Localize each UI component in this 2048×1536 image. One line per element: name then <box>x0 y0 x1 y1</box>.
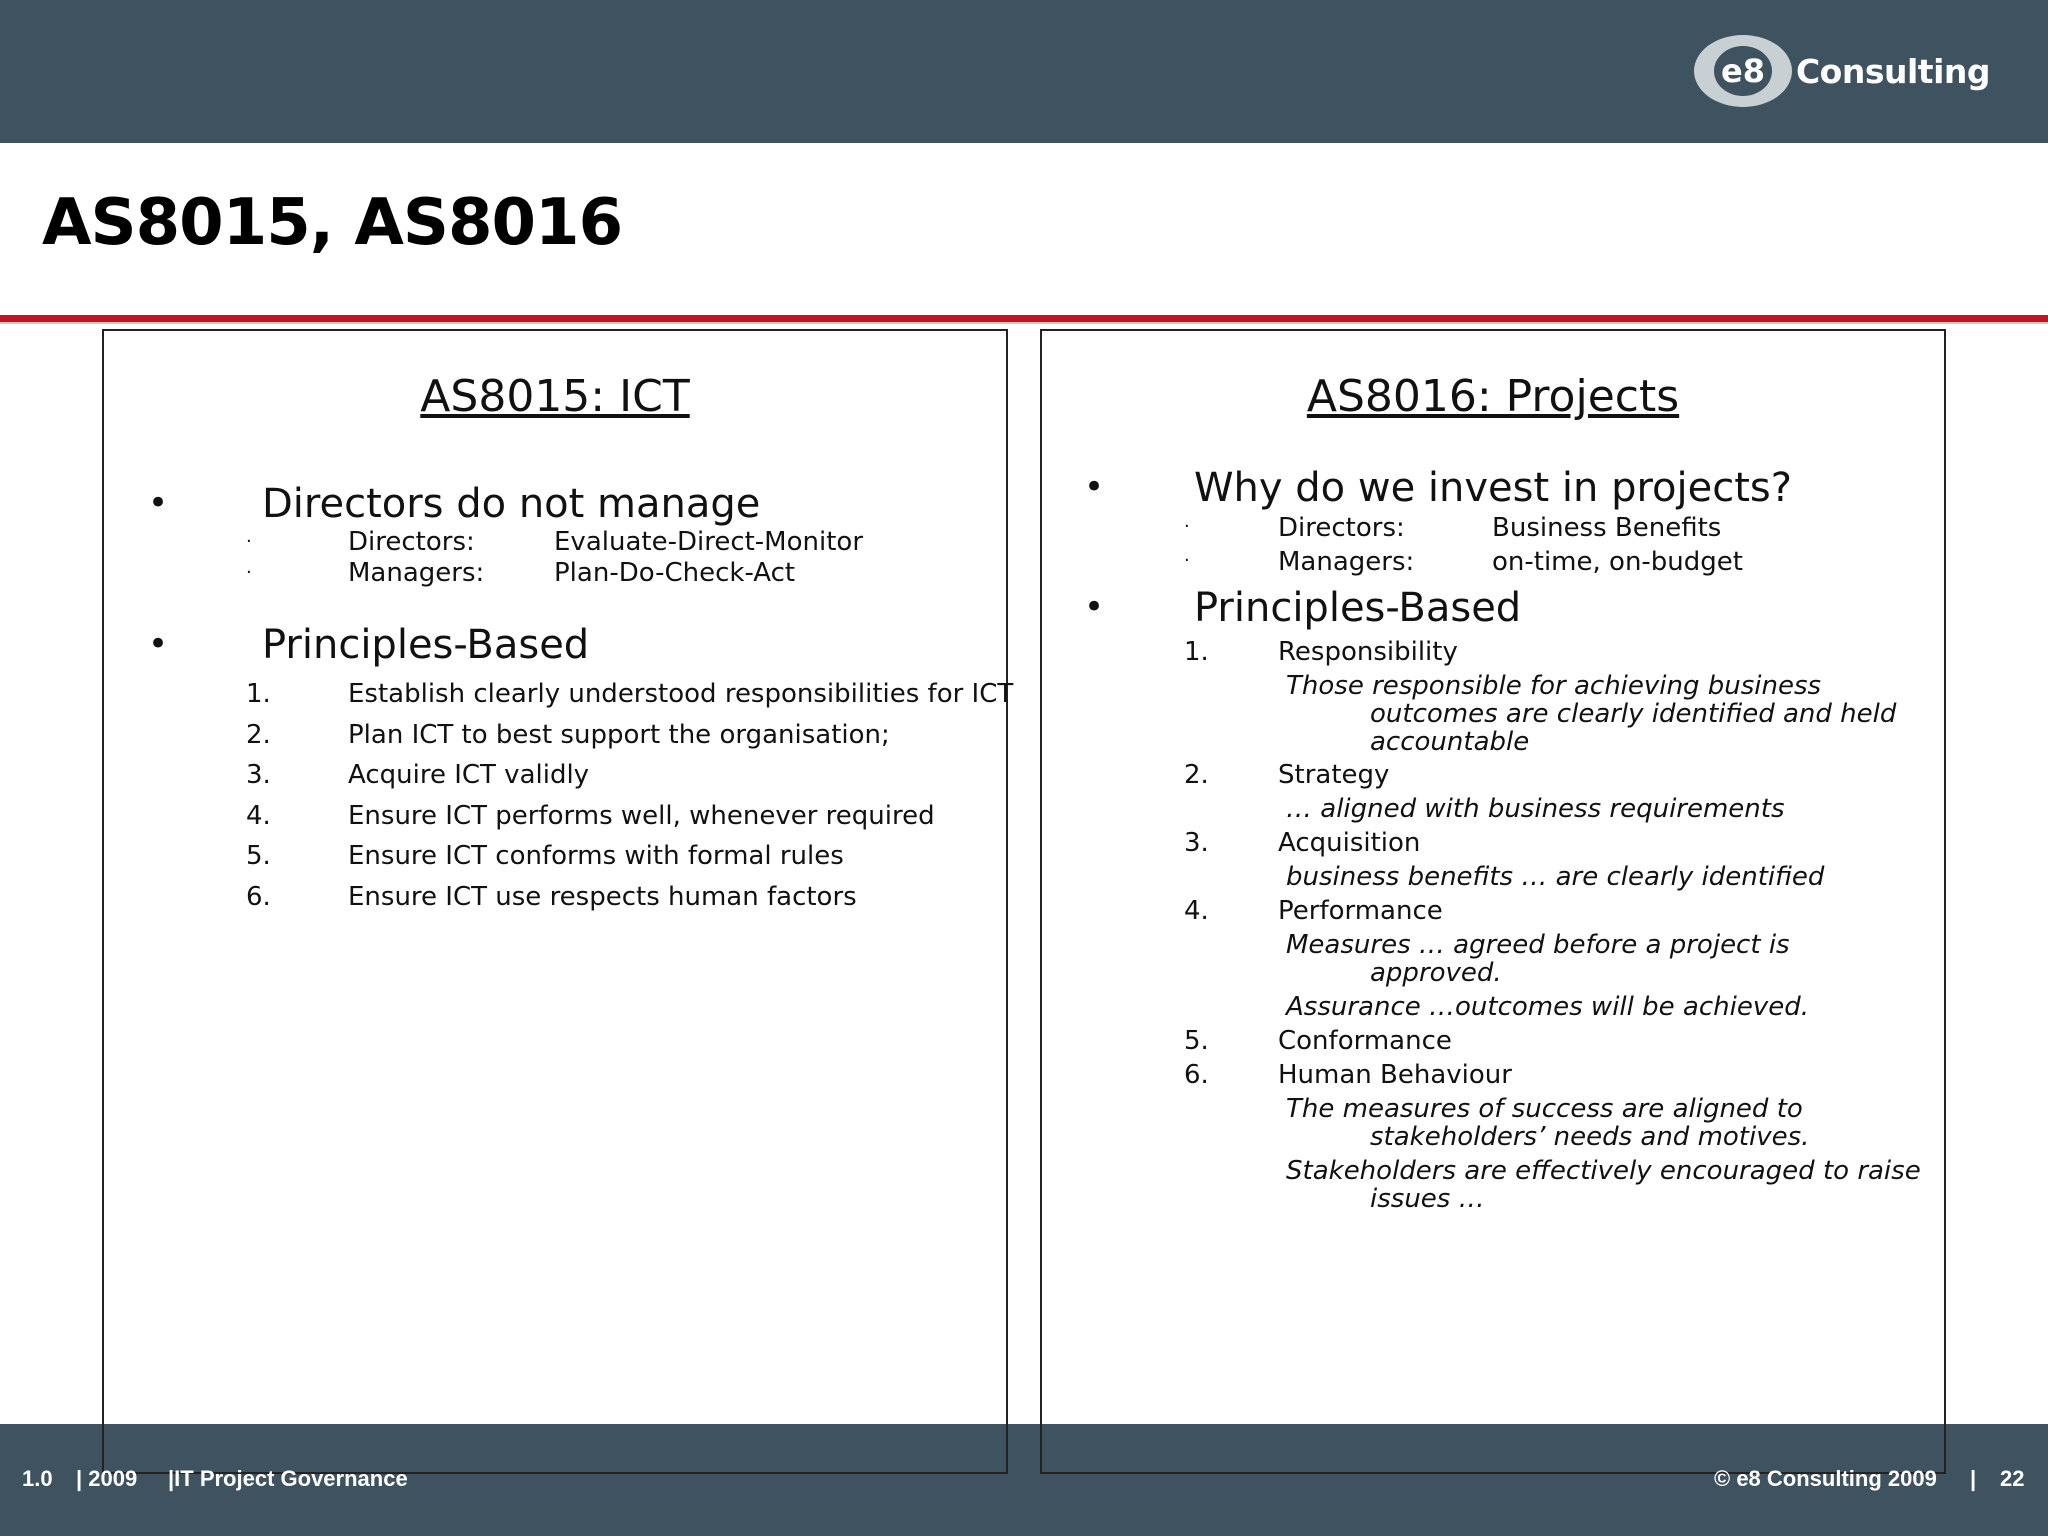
list-number: 6. <box>1184 1060 1209 1090</box>
role-value: Plan-Do-Check-Act <box>554 558 796 588</box>
list-number: 5. <box>246 841 271 871</box>
list-number: 1. <box>246 679 271 709</box>
list-item: Ensure ICT performs well, whenever required <box>348 801 935 831</box>
list-number: 3. <box>1184 828 1209 858</box>
bullet-icon: • <box>1084 467 1105 507</box>
title-divider <box>0 315 2048 322</box>
list-item: Acquisition <box>1278 828 1421 858</box>
sub-bullet-icon: · <box>246 531 252 552</box>
title-divider-shadow <box>0 322 2048 324</box>
item-note: Those responsible for achieving business <box>1286 671 1822 701</box>
list-number: 3. <box>246 760 271 790</box>
item-note: … aligned with business requirements <box>1286 794 1785 824</box>
item-note: Stakeholders are effectively encouraged to raise <box>1286 1156 1921 1186</box>
item-note: issues … <box>1370 1184 1485 1214</box>
section-heading: Directors do not manage <box>262 481 761 527</box>
sub-bullet-icon: · <box>1184 550 1190 571</box>
list-item: Conformance <box>1278 1026 1452 1056</box>
list-item: Ensure ICT use respects human factors <box>348 882 857 912</box>
bullet-icon: • <box>148 624 169 664</box>
item-note: stakeholders’ needs and motives. <box>1370 1122 1810 1152</box>
as8016-panel <box>1040 329 1946 1474</box>
list-item: Strategy <box>1278 760 1390 790</box>
list-number: 6. <box>246 882 271 912</box>
item-note: business benefits … are clearly identified <box>1286 862 1825 892</box>
role-value: on-time, on-budget <box>1492 547 1743 577</box>
bullet-icon: • <box>1084 587 1105 627</box>
item-note: Measures … agreed before a project is <box>1286 930 1790 960</box>
bullet-icon: • <box>148 483 169 523</box>
section-heading: Principles-Based <box>1194 585 1522 631</box>
list-number: 5. <box>1184 1026 1209 1056</box>
company-logo <box>1694 32 1990 110</box>
panel-title: AS8016: Projects <box>1306 371 1680 422</box>
list-number: 4. <box>1184 896 1209 926</box>
item-note: approved. <box>1370 958 1502 988</box>
footer-version: 1.0 <box>22 1466 53 1491</box>
role-label: Managers: <box>348 558 485 588</box>
footer-copyright: © e8 Consulting 2009 <box>1714 1466 1937 1491</box>
list-item: Acquire ICT validly <box>348 760 590 790</box>
list-number: 4. <box>246 801 271 831</box>
logo-oval-icon <box>1694 35 1792 107</box>
list-item: Ensure ICT conforms with formal rules <box>348 841 844 871</box>
slide-title: AS8015, AS8016 <box>42 186 623 260</box>
footer-topic: |IT Project Governance <box>168 1466 408 1491</box>
footer-separator: | <box>1970 1466 1977 1491</box>
as8015-panel <box>102 329 1014 1474</box>
logo-mark: e8 <box>1714 46 1772 96</box>
list-item: Plan ICT to best support the organisation; <box>348 720 890 750</box>
item-note: Assurance …outcomes will be achieved. <box>1286 992 1809 1022</box>
panel-title: AS8015: ICT <box>420 371 690 422</box>
header-bar <box>0 0 2048 143</box>
logo-text: Consulting <box>1795 51 1990 91</box>
footer-year: | 2009 <box>76 1466 138 1491</box>
role-value: Business Benefits <box>1492 513 1722 543</box>
role-label: Directors: <box>1278 513 1405 543</box>
item-note: The measures of success are aligned to <box>1286 1094 1803 1124</box>
section-heading: Principles-Based <box>262 622 590 668</box>
item-note: outcomes are clearly identified and held <box>1370 699 1897 729</box>
section-heading: Why do we invest in projects? <box>1194 465 1792 511</box>
role-label: Directors: <box>348 527 475 557</box>
list-number: 2. <box>1184 760 1209 790</box>
sub-bullet-icon: · <box>1184 516 1190 537</box>
list-item: Performance <box>1278 896 1443 926</box>
sub-bullet-icon: · <box>246 562 252 583</box>
list-number: 2. <box>246 720 271 750</box>
item-note: accountable <box>1370 727 1530 757</box>
list-item: Responsibility <box>1278 637 1458 667</box>
role-label: Managers: <box>1278 547 1415 577</box>
page-number: 22 <box>2000 1466 2025 1491</box>
role-value: Evaluate-Direct-Monitor <box>554 527 864 557</box>
list-item: Human Behaviour <box>1278 1060 1512 1090</box>
list-item: Establish clearly understood responsibilities for ICT <box>348 679 1014 709</box>
list-number: 1. <box>1184 637 1209 667</box>
